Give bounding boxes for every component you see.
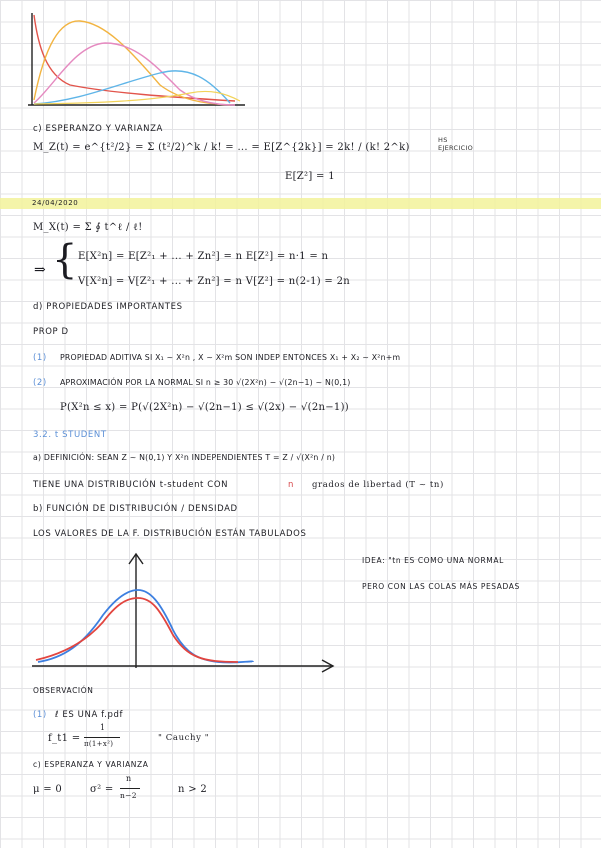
- values-line: LOS VALORES DE LA F. DISTRIBUCIÓN ESTÁN TABULADOS: [33, 529, 307, 539]
- chi-square-sketch: [20, 5, 280, 125]
- obs1-text: ℓ ES UNA f.pdf: [55, 710, 124, 720]
- prop1-text: PROPIEDAD ADITIVA SI X₁ ~ X²n , X ~ X²m SON INDEP ENTONCES X₁ + X₂ ~ X²n+m: [60, 353, 401, 362]
- observation-heading: OBSERVACIÓN: [33, 686, 94, 695]
- cauchy-fraction-bar: [84, 737, 120, 738]
- sigma-lhs: σ² =: [90, 784, 114, 795]
- distribution-line-1: TIENE UNA DISTRIBUCIÓN t-student CON: [33, 480, 229, 490]
- curve-orange: [34, 21, 230, 105]
- cauchy-label: " Cauchy ": [158, 733, 210, 743]
- degrees-n: n: [288, 480, 294, 490]
- curve-red: [34, 15, 235, 101]
- mgf-note: HS EJERCICIO: [438, 136, 474, 152]
- prop1-number: (1): [33, 353, 47, 363]
- normal-vs-student-sketch: [28, 550, 348, 690]
- mu-equation: μ = 0: [33, 784, 63, 795]
- idea-line-2: PERO CON LAS COLAS MÁS PESADAS: [362, 582, 520, 591]
- distribution-line-2: grados de libertad (T ~ tn): [312, 480, 444, 490]
- implies-arrow: ⇒: [34, 262, 47, 278]
- curve-pink: [34, 43, 235, 105]
- cauchy-lhs: f_t1 =: [48, 733, 81, 744]
- prop2-text: APROXIMACIÓN POR LA NORMAL SI n ≥ 30 √(2X²n) − √(2n−1) ~ N(0,1): [60, 378, 351, 387]
- cauchy-denominator: π(1+x²): [84, 740, 114, 748]
- student-heading: 3.2. t STUDENT: [33, 430, 107, 440]
- prop2-number: (2): [33, 378, 47, 388]
- system-brace: {: [52, 237, 78, 283]
- condition-n: n > 2: [178, 784, 208, 795]
- definition-line: a) DEFINICIÓN: SEAN Z ~ N(0,1) Y X²n INDEPENDIENTES T = Z / √(X²n / n): [33, 453, 336, 462]
- mgf-equation: M_Z(t) = e^{t²/2} = Σ (t²/2)^k / k! = ... = E[Z^{2k}] = 2k! / (k! 2^k): [33, 142, 410, 153]
- sigma-numerator: n: [126, 774, 132, 783]
- expected-variance-heading-2: c) ESPERANZA Y VARIANZA: [33, 760, 149, 769]
- expectation-equation: E[X²n] = E[Z²₁ + ... + Zn²] = n E[Z²] = n·1 = n: [78, 251, 329, 262]
- cauchy-numerator: 1: [100, 723, 106, 732]
- properties-heading: d) PROPIEDADES IMPORTANTES: [33, 302, 183, 312]
- prop-d-label: PROP D: [33, 327, 69, 337]
- variance-equation: V[X²n] = V[Z²₁ + ... + Zn²] = n V[Z²] = n(2-1) = 2n: [78, 276, 350, 287]
- mx-equation: M_X(t) = Σ ∮ t^ℓ / ℓ!: [33, 222, 143, 233]
- date-highlight: [0, 198, 601, 209]
- ez2-equation: E[Z²] = 1: [285, 171, 335, 182]
- probability-equation: P(X²n ≤ x) = P(√(2X²n) − √(2n−1) ≤ √(2x) − √(2n−1)): [60, 402, 349, 413]
- obs1-number: (1): [33, 710, 47, 720]
- normal-curve: [38, 590, 253, 663]
- function-heading: b) FUNCIÓN DE DISTRIBUCIÓN / DENSIDAD: [33, 504, 238, 514]
- sigma-denominator: n−2: [120, 791, 137, 800]
- expected-variance-heading: c) ESPERANZO Y VARIANZA: [33, 124, 163, 134]
- idea-line-1: IDEA: "tn ES COMO UNA NORMAL: [362, 556, 504, 565]
- date-label: 24/04/2020: [32, 199, 79, 207]
- sigma-fraction-bar: [120, 788, 140, 789]
